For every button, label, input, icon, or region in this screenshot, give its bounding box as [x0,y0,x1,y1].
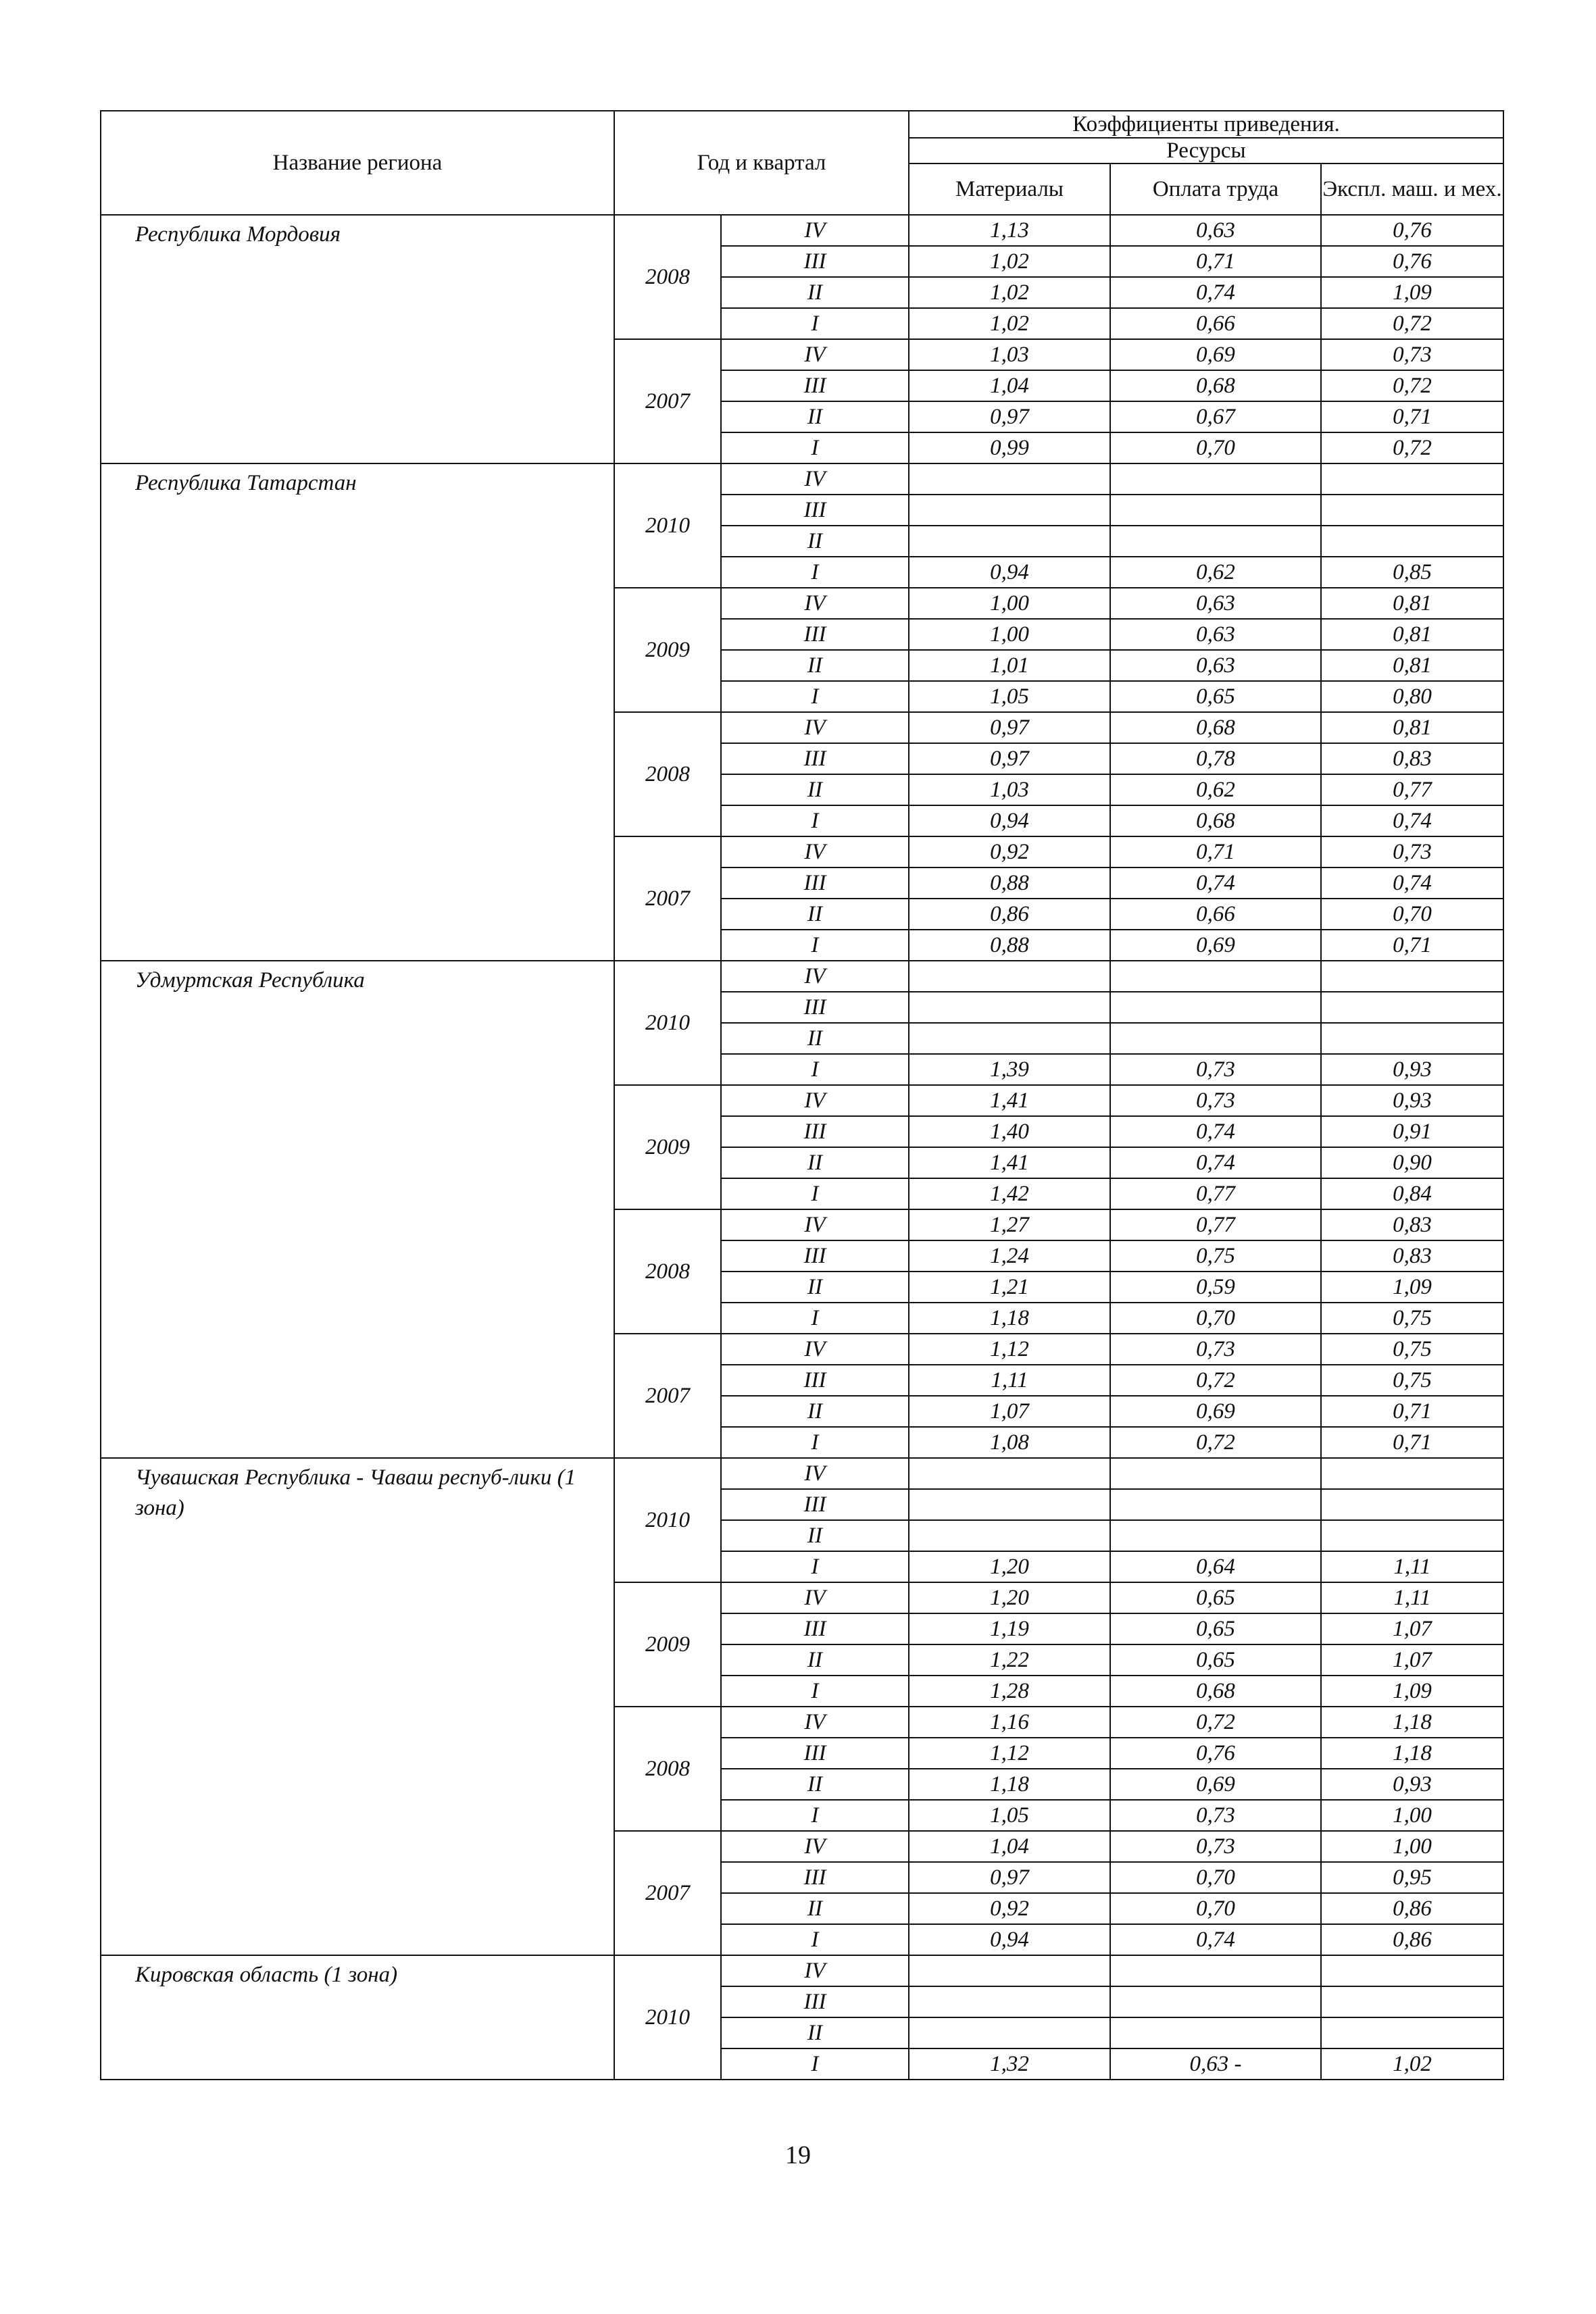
materials-cell: 1,02 [909,308,1110,339]
machines-cell [1321,1489,1503,1520]
materials-cell: 1,41 [909,1147,1110,1178]
machines-cell [1321,463,1503,495]
labor-cell: 0,63 [1110,215,1321,246]
materials-cell [909,1489,1110,1520]
materials-cell [909,992,1110,1023]
labor-cell: 0,70 [1110,432,1321,463]
quarter-cell: IV [721,1334,909,1365]
machines-cell: 0,75 [1321,1365,1503,1396]
machines-cell [1321,1955,1503,1986]
materials-cell: 1,40 [909,1116,1110,1147]
materials-cell [909,1458,1110,1489]
materials-cell [909,1520,1110,1551]
quarter-cell: I [721,432,909,463]
quarter-cell: III [721,1862,909,1893]
materials-cell: 1,19 [909,1613,1110,1644]
quarter-cell: III [721,1365,909,1396]
table-row [101,961,1503,992]
quarter-cell: IV [721,712,909,743]
machines-cell: 0,90 [1321,1147,1503,1178]
quarter-cell: III [721,1986,909,2017]
machines-cell: 0,85 [1321,557,1503,588]
machines-cell: 0,74 [1321,867,1503,899]
year-cell: 2009 [614,588,721,712]
machines-cell: 1,00 [1321,1831,1503,1862]
materials-cell: 1,02 [909,246,1110,277]
year-cell: 2009 [614,1085,721,1209]
quarter-cell: IV [721,961,909,992]
materials-cell: 1,11 [909,1365,1110,1396]
quarter-cell: I [721,1800,909,1831]
machines-cell: 0,81 [1321,619,1503,650]
machines-cell: 1,00 [1321,1800,1503,1831]
machines-cell [1321,1520,1503,1551]
quarter-cell: III [721,992,909,1023]
page-number: 19 [785,2141,811,2169]
quarter-cell: IV [721,215,909,246]
table-row [101,215,1503,246]
materials-cell: 0,97 [909,401,1110,432]
machines-cell [1321,526,1503,557]
labor-cell: 0,76 [1110,1738,1321,1769]
quarter-cell: IV [721,1458,909,1489]
materials-cell: 1,41 [909,1085,1110,1116]
labor-cell [1110,463,1321,495]
machines-cell: 1,07 [1321,1644,1503,1676]
labor-cell: 0,73 [1110,1085,1321,1116]
quarter-cell: I [721,1924,909,1955]
region-name: Кировская область (1 зона) [101,1955,614,2080]
machines-cell: 0,86 [1321,1893,1503,1924]
machines-cell [1321,495,1503,526]
quarter-cell: IV [721,1209,909,1240]
labor-cell [1110,495,1321,526]
quarter-cell: IV [721,836,909,867]
quarter-cell: IV [721,1831,909,1862]
machines-cell [1321,1458,1503,1489]
labor-cell: 0,72 [1110,1365,1321,1396]
materials-cell: 1,07 [909,1396,1110,1427]
labor-cell: 0,63 [1110,619,1321,650]
labor-cell: 0,63 [1110,588,1321,619]
labor-cell: 0,73 [1110,1054,1321,1085]
quarter-cell: I [721,1303,909,1334]
labor-cell: 0,74 [1110,277,1321,308]
materials-cell: 0,94 [909,805,1110,836]
machines-cell: 0,76 [1321,246,1503,277]
materials-cell: 1,32 [909,2048,1110,2080]
labor-cell: 0,65 [1110,1582,1321,1613]
materials-cell: 1,03 [909,339,1110,370]
quarter-cell: IV [721,588,909,619]
quarter-cell: I [721,1551,909,1582]
header-materials: Материалы [909,164,1110,215]
labor-cell: 0,68 [1110,1676,1321,1707]
labor-cell [1110,1955,1321,1986]
machines-cell: 0,73 [1321,836,1503,867]
labor-cell: 0,66 [1110,308,1321,339]
region-name: Чувашская Республика - Чаваш респуб-лики (1 зона) [101,1458,614,1955]
labor-cell: 0,72 [1110,1427,1321,1458]
materials-cell: 1,08 [909,1427,1110,1458]
labor-cell: 0,64 [1110,1551,1321,1582]
labor-cell: 0,70 [1110,1303,1321,1334]
labor-cell: 0,70 [1110,1893,1321,1924]
quarter-cell: I [721,308,909,339]
labor-cell: 0,74 [1110,1924,1321,1955]
labor-cell [1110,1520,1321,1551]
labor-cell: 0,63 - [1110,2048,1321,2080]
quarter-cell: III [721,867,909,899]
machines-cell: 1,11 [1321,1582,1503,1613]
year-cell: 2007 [614,1334,721,1458]
materials-cell: 0,88 [909,867,1110,899]
materials-cell: 0,94 [909,1924,1110,1955]
materials-cell: 0,94 [909,557,1110,588]
quarter-cell: I [721,805,909,836]
materials-cell: 1,00 [909,619,1110,650]
quarter-cell: III [721,1116,909,1147]
quarter-cell: II [721,774,909,805]
labor-cell: 0,62 [1110,557,1321,588]
machines-cell: 0,84 [1321,1178,1503,1209]
materials-cell: 1,21 [909,1272,1110,1303]
labor-cell: 0,78 [1110,743,1321,774]
materials-cell: 1,05 [909,681,1110,712]
materials-cell: 1,03 [909,774,1110,805]
materials-cell: 1,27 [909,1209,1110,1240]
labor-cell [1110,1458,1321,1489]
machines-cell: 0,80 [1321,681,1503,712]
quarter-cell: I [721,930,909,961]
machines-cell: 0,74 [1321,805,1503,836]
materials-cell [909,1955,1110,1986]
labor-cell: 0,67 [1110,401,1321,432]
year-cell: 2008 [614,712,721,836]
quarter-cell: III [721,1738,909,1769]
quarter-cell: II [721,2017,909,2048]
year-cell: 2008 [614,215,721,339]
quarter-cell: II [721,401,909,432]
quarter-cell: II [721,1520,909,1551]
labor-cell [1110,1986,1321,2017]
materials-cell: 1,20 [909,1582,1110,1613]
machines-cell: 0,81 [1321,588,1503,619]
machines-cell: 0,77 [1321,774,1503,805]
machines-cell: 0,71 [1321,930,1503,961]
region-name: Республика Мордовия [101,215,614,463]
header-region: Название региона [101,111,614,215]
materials-cell [909,463,1110,495]
materials-cell: 1,20 [909,1551,1110,1582]
materials-cell [909,526,1110,557]
labor-cell: 0,73 [1110,1831,1321,1862]
machines-cell: 0,73 [1321,339,1503,370]
year-cell: 2010 [614,463,721,588]
quarter-cell: III [721,246,909,277]
table-body [101,215,1503,2080]
year-cell: 2010 [614,1458,721,1582]
table-header [101,111,1503,215]
quarter-cell: I [721,1427,909,1458]
quarter-cell: I [721,681,909,712]
quarter-cell: III [721,743,909,774]
region-name: Республика Татарстан [101,463,614,961]
quarter-cell: IV [721,463,909,495]
materials-cell [909,2017,1110,2048]
materials-cell: 0,97 [909,712,1110,743]
machines-cell: 0,72 [1321,432,1503,463]
materials-cell: 1,01 [909,650,1110,681]
quarter-cell: III [721,619,909,650]
year-cell: 2007 [614,1831,721,1955]
quarter-cell: II [721,1769,909,1800]
machines-cell: 0,86 [1321,1924,1503,1955]
materials-cell: 0,88 [909,930,1110,961]
quarter-cell: II [721,526,909,557]
labor-cell: 0,68 [1110,370,1321,401]
materials-cell: 1,04 [909,1831,1110,1862]
quarter-cell: I [721,1676,909,1707]
quarter-cell: III [721,1489,909,1520]
labor-cell: 0,66 [1110,899,1321,930]
machines-cell [1321,961,1503,992]
machines-cell [1321,1023,1503,1054]
labor-cell: 0,70 [1110,1862,1321,1893]
machines-cell: 0,71 [1321,401,1503,432]
quarter-cell: II [721,1272,909,1303]
year-cell: 2008 [614,1707,721,1831]
machines-cell: 0,71 [1321,1427,1503,1458]
materials-cell: 1,12 [909,1738,1110,1769]
materials-cell: 0,92 [909,836,1110,867]
header-resources: Ресурсы [909,138,1503,164]
machines-cell: 1,09 [1321,1272,1503,1303]
year-cell: 2010 [614,1955,721,2080]
header-coefficients: Коэффициенты приведения. [909,111,1503,138]
labor-cell: 0,77 [1110,1178,1321,1209]
machines-cell [1321,1986,1503,2017]
labor-cell: 0,69 [1110,1396,1321,1427]
labor-cell: 0,69 [1110,930,1321,961]
quarter-cell: III [721,370,909,401]
quarter-cell: II [721,1644,909,1676]
machines-cell: 1,02 [1321,2048,1503,2080]
machines-cell: 0,91 [1321,1116,1503,1147]
labor-cell [1110,1023,1321,1054]
materials-cell: 1,13 [909,215,1110,246]
labor-cell [1110,526,1321,557]
header-machines: Экспл. маш. и мех. [1321,164,1503,215]
quarter-cell: IV [721,1955,909,1986]
labor-cell: 0,73 [1110,1334,1321,1365]
labor-cell: 0,73 [1110,1800,1321,1831]
machines-cell: 0,72 [1321,308,1503,339]
machines-cell: 0,72 [1321,370,1503,401]
quarter-cell: I [721,557,909,588]
machines-cell: 0,83 [1321,743,1503,774]
materials-cell: 1,42 [909,1178,1110,1209]
machines-cell: 0,75 [1321,1303,1503,1334]
labor-cell: 0,68 [1110,712,1321,743]
materials-cell: 1,18 [909,1303,1110,1334]
machines-cell: 1,11 [1321,1551,1503,1582]
materials-cell: 1,18 [909,1769,1110,1800]
quarter-cell: I [721,1054,909,1085]
machines-cell: 0,71 [1321,1396,1503,1427]
materials-cell: 1,04 [909,370,1110,401]
materials-cell: 1,05 [909,1800,1110,1831]
materials-cell [909,1023,1110,1054]
year-cell: 2010 [614,961,721,1085]
year-cell: 2007 [614,339,721,463]
quarter-cell: III [721,1240,909,1272]
labor-cell: 0,65 [1110,1644,1321,1676]
quarter-cell: II [721,1396,909,1427]
quarter-cell: II [721,899,909,930]
materials-cell: 1,28 [909,1676,1110,1707]
labor-cell [1110,961,1321,992]
quarter-cell: IV [721,1707,909,1738]
quarter-cell: II [721,277,909,308]
machines-cell: 0,93 [1321,1054,1503,1085]
machines-cell [1321,992,1503,1023]
labor-cell: 0,62 [1110,774,1321,805]
labor-cell: 0,69 [1110,1769,1321,1800]
quarter-cell: IV [721,1085,909,1116]
labor-cell [1110,2017,1321,2048]
materials-cell: 0,97 [909,743,1110,774]
table-row [101,463,1503,495]
materials-cell: 1,12 [909,1334,1110,1365]
machines-cell: 0,83 [1321,1240,1503,1272]
labor-cell: 0,74 [1110,1147,1321,1178]
materials-cell: 0,99 [909,432,1110,463]
labor-cell: 0,63 [1110,650,1321,681]
machines-cell: 0,81 [1321,712,1503,743]
year-cell: 2007 [614,836,721,961]
quarter-cell: II [721,1893,909,1924]
materials-cell: 1,02 [909,277,1110,308]
materials-cell [909,1986,1110,2017]
machines-cell [1321,2017,1503,2048]
materials-cell [909,961,1110,992]
labor-cell [1110,1489,1321,1520]
quarter-cell: II [721,1023,909,1054]
machines-cell: 0,95 [1321,1862,1503,1893]
labor-cell: 0,74 [1110,867,1321,899]
materials-cell: 1,16 [909,1707,1110,1738]
materials-cell: 1,22 [909,1644,1110,1676]
labor-cell: 0,71 [1110,246,1321,277]
materials-cell: 0,86 [909,899,1110,930]
labor-cell: 0,65 [1110,1613,1321,1644]
quarter-cell: I [721,1178,909,1209]
machines-cell: 0,83 [1321,1209,1503,1240]
quarter-cell: II [721,1147,909,1178]
labor-cell: 0,65 [1110,681,1321,712]
machines-cell: 1,18 [1321,1738,1503,1769]
machines-cell: 1,09 [1321,1676,1503,1707]
year-cell: 2008 [614,1209,721,1334]
machines-cell: 0,70 [1321,899,1503,930]
materials-cell: 0,97 [909,1862,1110,1893]
materials-cell: 0,92 [909,1893,1110,1924]
header-labor: Оплата труда [1110,164,1321,215]
region-name: Удмуртская Республика [101,961,614,1458]
labor-cell: 0,68 [1110,805,1321,836]
quarter-cell: III [721,495,909,526]
coefficients-table [100,110,1504,2080]
machines-cell: 0,75 [1321,1334,1503,1365]
labor-cell: 0,72 [1110,1707,1321,1738]
machines-cell: 0,93 [1321,1769,1503,1800]
quarter-cell: II [721,650,909,681]
materials-cell [909,495,1110,526]
labor-cell: 0,59 [1110,1272,1321,1303]
labor-cell: 0,75 [1110,1240,1321,1272]
labor-cell: 0,77 [1110,1209,1321,1240]
materials-cell: 1,24 [909,1240,1110,1272]
header-year-quarter: Год и квартал [614,111,909,215]
materials-cell: 1,00 [909,588,1110,619]
labor-cell: 0,71 [1110,836,1321,867]
machines-cell: 0,76 [1321,215,1503,246]
machines-cell: 0,81 [1321,650,1503,681]
quarter-cell: IV [721,339,909,370]
table-row [101,1458,1503,1489]
year-cell: 2009 [614,1582,721,1707]
quarter-cell: IV [721,1582,909,1613]
labor-cell: 0,74 [1110,1116,1321,1147]
labor-cell: 0,69 [1110,339,1321,370]
machines-cell: 1,09 [1321,277,1503,308]
machines-cell: 1,07 [1321,1613,1503,1644]
machines-cell: 0,93 [1321,1085,1503,1116]
labor-cell [1110,992,1321,1023]
table-row [101,1955,1503,1986]
machines-cell: 1,18 [1321,1707,1503,1738]
quarter-cell: I [721,2048,909,2080]
quarter-cell: III [721,1613,909,1644]
materials-cell: 1,39 [909,1054,1110,1085]
